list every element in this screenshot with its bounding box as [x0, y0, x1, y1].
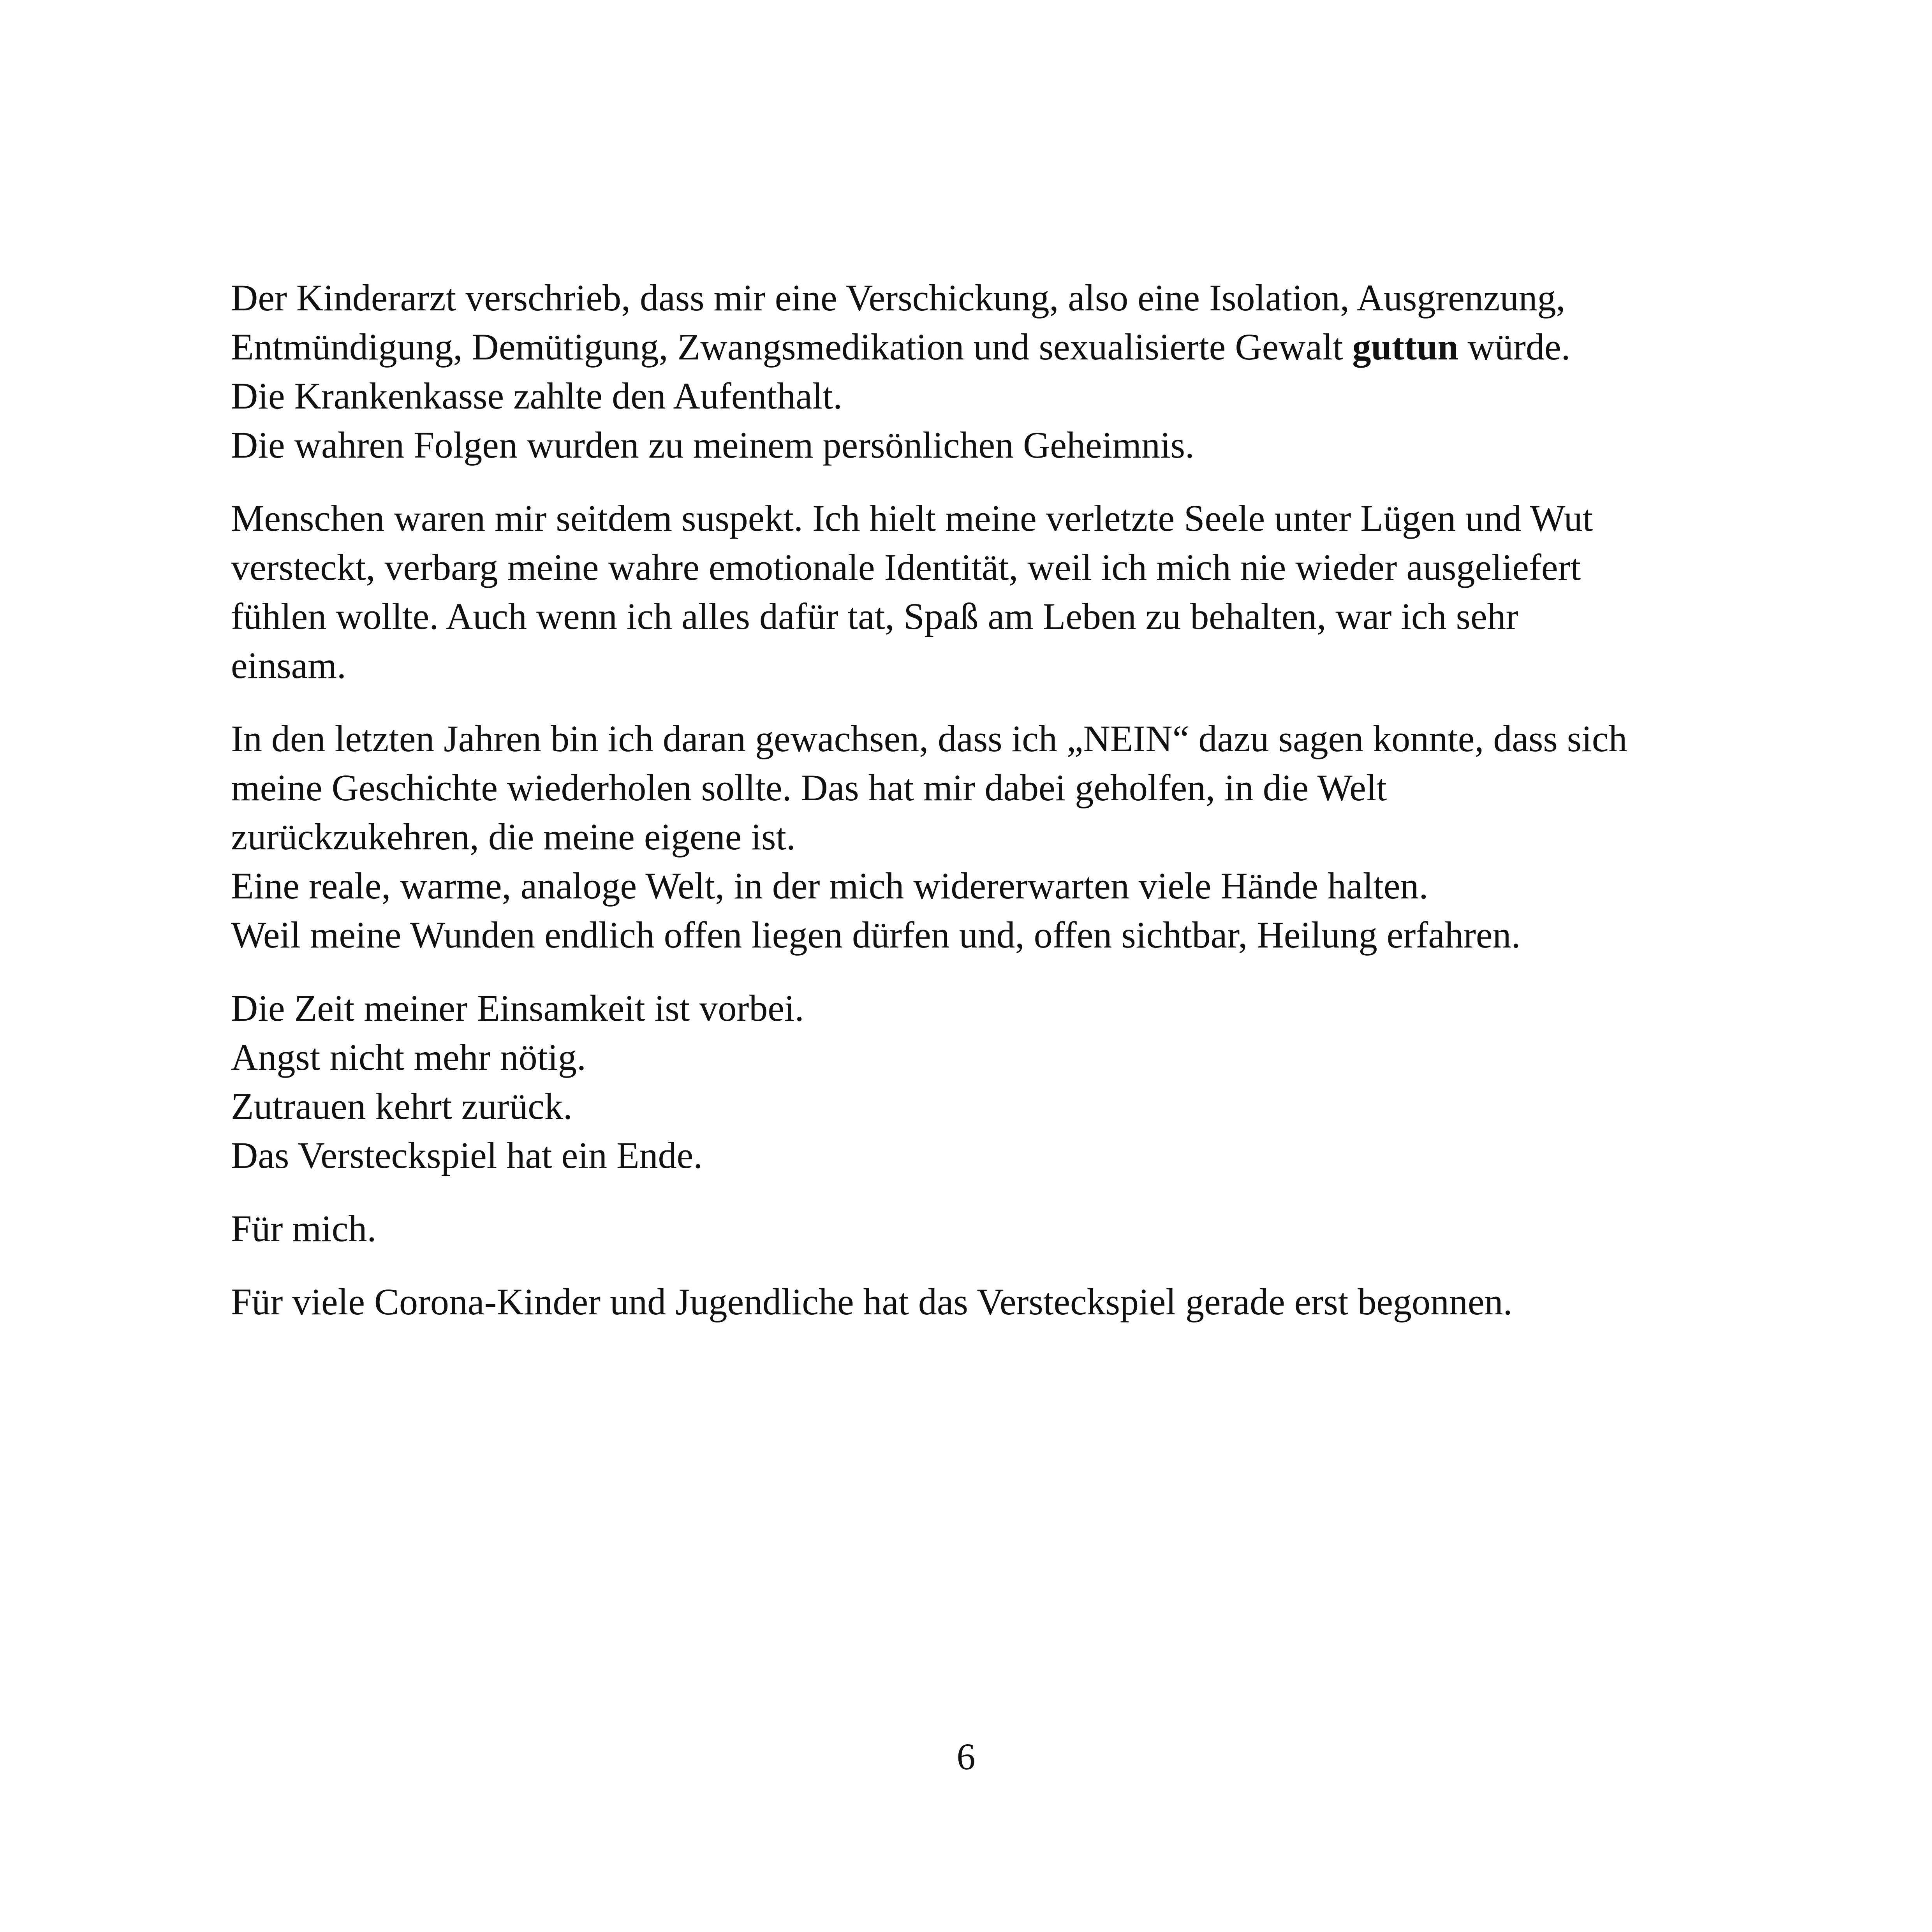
text-line: Für mich. — [231, 1208, 377, 1249]
text-line: zurückzukehren, die meine eigene ist. — [231, 816, 796, 858]
text-segment: würde. — [1458, 326, 1571, 368]
text-line: einsam. — [231, 645, 346, 686]
paragraph-4 — [231, 984, 1730, 1180]
text-line: versteckt, verbarg meine wahre emotionale Identität, weil ich mich nie wieder ausgeliefert — [231, 546, 1581, 588]
text-line: meine Geschichte wiederholen sollte. Das hat mir dabei geholfen, in die Welt — [231, 767, 1387, 808]
paragraph-5 — [231, 1204, 1730, 1253]
paragraph-1 — [231, 273, 1730, 470]
text-line: Eine reale, warme, analoge Welt, in der mich widererwarten viele Hände halten. — [231, 865, 1428, 907]
text-line: Weil meine Wunden endlich offen liegen dürfen und, offen sichtbar, Heilung erfahren. — [231, 914, 1521, 956]
text-line: Das Versteckspiel hat ein Ende. — [231, 1134, 703, 1176]
bold-word: guttun — [1352, 326, 1458, 368]
text-line: Zutrauen kehrt zurück. — [231, 1085, 572, 1127]
body-text — [231, 273, 1730, 1351]
text-line: Die Krankenkasse zahlte den Aufenthalt. — [231, 375, 843, 417]
text-line: Die Zeit meiner Einsamkeit ist vorbei. — [231, 987, 804, 1029]
page-number: 6 — [956, 1736, 976, 1777]
paragraph-2 — [231, 494, 1730, 690]
text-segment: Entmündigung, Demütigung, Zwangsmedikation und sexualisierte Gewalt — [231, 326, 1353, 368]
text-line: Der Kinderarzt verschrieb, dass mir eine Verschickung, also eine Isolation, Ausgrenzung, — [231, 277, 1566, 319]
text-line: fühlen wollte. Auch wenn ich alles dafür tat, Spaß am Leben zu behalten, war ich sehr — [231, 595, 1518, 637]
text-line: Menschen waren mir seitdem suspekt. Ich hielt meine verletzte Seele unter Lügen und Wut — [231, 497, 1593, 539]
paragraph-6 — [231, 1277, 1730, 1326]
text-line: Für viele Corona-Kinder und Jugendliche hat das Versteckspiel gerade erst begonnen. — [231, 1281, 1513, 1323]
text-line: Angst nicht mehr nötig. — [231, 1036, 586, 1078]
text-line: Die wahren Folgen wurden zu meinem persönlichen Geheimnis. — [231, 424, 1194, 466]
paragraph-3 — [231, 714, 1730, 960]
text-line: In den letzten Jahren bin ich daran gewachsen, dass ich „NEIN“ dazu sagen konnte, dass sich — [231, 718, 1627, 759]
text-line — [231, 322, 1730, 372]
